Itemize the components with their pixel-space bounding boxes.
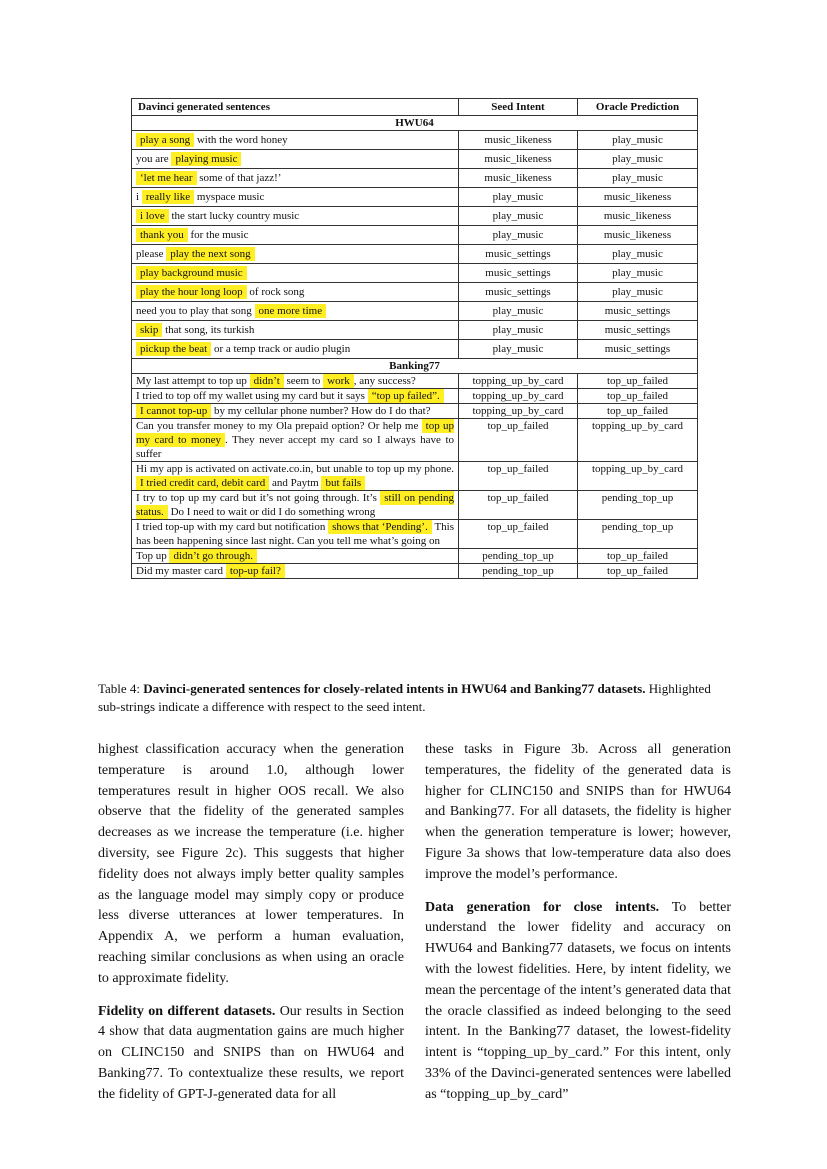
sentence-text: Top up: [136, 550, 170, 562]
table-row: [132, 245, 698, 264]
table-row: [132, 419, 698, 462]
seed-intent-cell: pending_top_up: [459, 549, 578, 564]
sentence-text: My last attempt to top up: [136, 375, 250, 387]
table-row: [132, 340, 698, 359]
oracle-prediction-cell: pending_top_up: [578, 491, 698, 520]
table-row: [132, 150, 698, 169]
highlighted-substring: i love: [136, 209, 169, 223]
oracle-prediction-cell: play_music: [578, 283, 698, 302]
sentence-text: i: [136, 191, 142, 203]
sentence-cell: [132, 226, 459, 245]
right-paragraph-1: these tasks in Figure 3b. Across all generation temperatures, the fidelity of the generated data is higher for CLINC150 and SNIPS than for HWU64 and Banking77. For all datasets, the fidelity is higher when the generation temperature is lower; however, Figure 3a shows that low-temperature data also does improve the model’s performance.: [425, 742, 731, 882]
table-row: [132, 549, 698, 564]
seed-intent-cell: music_settings: [459, 283, 578, 302]
right-paragraph-2-heading: Data generation for close intents.: [425, 899, 660, 915]
caption-rest: Highlighted sub-strings indicate a difference with respect to the seed intent.: [98, 681, 711, 714]
table-header-row: [132, 99, 698, 116]
highlighted-substring: top-up fail?: [226, 564, 285, 578]
seed-intent-cell: play_music: [459, 207, 578, 226]
sentence-cell: [132, 462, 459, 491]
seed-intent-cell: pending_top_up: [459, 564, 578, 579]
highlighted-substring: ‘let me hear: [136, 171, 197, 185]
highlighted-substring: thank you: [136, 228, 188, 242]
sentence-cell: [132, 419, 459, 462]
sentence-text: that song, its turkish: [162, 324, 255, 336]
sentence-cell: [132, 283, 459, 302]
sentence-text: of rock song: [246, 286, 305, 298]
sentence-cell: [132, 564, 459, 579]
oracle-prediction-cell: play_music: [578, 169, 698, 188]
oracle-prediction-cell: pending_top_up: [578, 520, 698, 549]
oracle-prediction-cell: top_up_failed: [578, 564, 698, 579]
sentence-text: or a temp track or audio plugin: [211, 343, 351, 355]
highlighted-substring: didn’t: [250, 374, 284, 388]
highlighted-substring: pickup the beat: [136, 342, 211, 356]
sentence-cell: [132, 302, 459, 321]
sentence-text: Hi my app is activated on activate.co.in, but unable to top up my phone.: [136, 463, 454, 475]
oracle-prediction-cell: play_music: [578, 150, 698, 169]
section-title: HWU64: [132, 116, 698, 131]
table-row: [132, 491, 698, 520]
section-row: [132, 116, 698, 131]
seed-intent-cell: music_likeness: [459, 150, 578, 169]
left-paragraph-2: [98, 1002, 404, 1106]
highlighted-substring: still on pending status.: [136, 492, 454, 518]
seed-intent-cell: play_music: [459, 340, 578, 359]
table-row: [132, 462, 698, 491]
sentence-text: you are: [136, 153, 172, 165]
table-row: [132, 283, 698, 302]
seed-intent-cell: music_settings: [459, 264, 578, 283]
table-row: [132, 131, 698, 150]
oracle-prediction-cell: topping_up_by_card: [578, 462, 698, 491]
highlighted-substring: work: [323, 374, 354, 388]
sentence-cell: [132, 169, 459, 188]
sentence-cell: [132, 374, 459, 389]
table-row: [132, 321, 698, 340]
sentence-text: , any success?: [353, 375, 416, 387]
oracle-prediction-cell: play_music: [578, 264, 698, 283]
sentence-cell: [132, 188, 459, 207]
seed-intent-cell: top_up_failed: [459, 491, 578, 520]
oracle-prediction-cell: music_settings: [578, 340, 698, 359]
sentence-text: need you to play that song: [136, 305, 255, 317]
sentence-text: with the word honey: [194, 134, 288, 146]
sentence-cell: [132, 520, 459, 549]
table-row: [132, 188, 698, 207]
left-paragraph-2-body: Our results in Section 4 show that data augmentation gains are much higher on CLINC150 and SNIPS than on HWU64 and Banking77. To contextualize these results, we report the fidelity of GPT-J-generated data for all: [98, 1003, 404, 1102]
caption-label: Table 4:: [98, 681, 144, 696]
sentence-cell: [132, 340, 459, 359]
table-row: [132, 374, 698, 389]
col-header-oracle: Oracle Prediction: [578, 99, 698, 116]
sentence-text: Did my master card: [136, 565, 226, 577]
caption-bold: Davinci-generated sentences for closely-related intents in HWU64 and Banking77 datasets.: [143, 681, 646, 696]
sentence-text: by my cellular phone number? How do I do that?: [211, 405, 431, 417]
section-title: Banking77: [132, 359, 698, 374]
highlighted-substring: I tried credit card, debit card: [136, 476, 269, 490]
table-row: [132, 302, 698, 321]
sentence-cell: [132, 245, 459, 264]
highlighted-substring: “top up failed”.: [368, 389, 444, 403]
col-header-seed: Seed Intent: [459, 99, 578, 116]
seed-intent-cell: topping_up_by_card: [459, 374, 578, 389]
seed-intent-cell: topping_up_by_card: [459, 389, 578, 404]
table-row: [132, 404, 698, 419]
highlighted-substring: play the hour long loop: [136, 285, 247, 299]
highlighted-substring: playing music: [171, 152, 241, 166]
oracle-prediction-cell: music_settings: [578, 321, 698, 340]
oracle-prediction-cell: music_likeness: [578, 207, 698, 226]
seed-intent-cell: play_music: [459, 302, 578, 321]
left-paragraph-2-heading: Fidelity on different datasets.: [98, 1003, 276, 1019]
highlighted-substring: play background music: [136, 266, 247, 280]
highlighted-substring: play a song: [136, 133, 194, 147]
results-table: [131, 98, 698, 579]
sentence-text: I tried top-up with my card but notification: [136, 521, 329, 533]
table-caption: [98, 680, 730, 716]
table-row: [132, 226, 698, 245]
col-header-sentences: Davinci generated sentences: [132, 99, 459, 116]
highlighted-substring: play the next song: [166, 247, 254, 261]
seed-intent-cell: top_up_failed: [459, 462, 578, 491]
seed-intent-cell: music_likeness: [459, 131, 578, 150]
oracle-prediction-cell: music_likeness: [578, 188, 698, 207]
sentence-cell: [132, 264, 459, 283]
table-row: [132, 169, 698, 188]
highlighted-substring: really like: [142, 190, 194, 204]
table-row: [132, 520, 698, 549]
sentence-text: the start lucky country music: [168, 210, 300, 222]
sentence-text: myspace music: [194, 191, 265, 203]
oracle-prediction-cell: top_up_failed: [578, 549, 698, 564]
right-paragraph-2-body: To better understand the lower fidelity and accuracy on HWU64 and Banking77 datasets, we focus on intents with the lowest fidelities. Here, by intent fidelity, we mean the percentage of the intent’s generated data that the oracle classified as indeed belonging to the seed intent. In the Banking77 dataset, the lowest-fidelity intent is “topping_up_by_card.” For this intent, only 33% of the Davinci-generated sentences were labelled as “topping_up_by_card”: [425, 899, 731, 1102]
sentence-cell: [132, 207, 459, 226]
seed-intent-cell: play_music: [459, 226, 578, 245]
sentence-text: seem to: [283, 375, 324, 387]
oracle-prediction-cell: top_up_failed: [578, 404, 698, 419]
sentence-text: . They never accept my card so I always have to suffer: [136, 434, 454, 460]
oracle-prediction-cell: topping_up_by_card: [578, 419, 698, 462]
highlighted-substring: I cannot top-up: [136, 404, 211, 418]
sentence-cell: [132, 389, 459, 404]
sentence-cell: [132, 150, 459, 169]
sentence-cell: [132, 131, 459, 150]
seed-intent-cell: top_up_failed: [459, 520, 578, 549]
sentence-cell: [132, 549, 459, 564]
highlighted-substring: top up my card to money: [136, 420, 454, 446]
right-paragraph-2: [425, 898, 731, 1106]
sentence-text: please: [136, 248, 167, 260]
section-row: [132, 359, 698, 374]
sentence-text: and Paytm: [269, 477, 322, 489]
sentence-cell: [132, 321, 459, 340]
sentence-text: some of that jazz!’: [196, 172, 282, 184]
sentence-text: This has been happening since last night. Can you tell me what’s going on: [136, 521, 455, 547]
seed-intent-cell: music_settings: [459, 245, 578, 264]
table-body: [132, 116, 698, 579]
seed-intent-cell: top_up_failed: [459, 419, 578, 462]
table-row: [132, 264, 698, 283]
sentence-text: I try to top up my card but it’s not going through. It’s: [136, 492, 381, 504]
table-row: [132, 207, 698, 226]
oracle-prediction-cell: music_settings: [578, 302, 698, 321]
highlighted-substring: skip: [136, 323, 162, 337]
highlighted-substring: shows that ‘Pending’.: [328, 520, 432, 534]
seed-intent-cell: topping_up_by_card: [459, 404, 578, 419]
sentence-cell: [132, 491, 459, 520]
highlighted-substring: but fails: [321, 476, 365, 490]
left-column: [98, 740, 404, 1118]
oracle-prediction-cell: music_likeness: [578, 226, 698, 245]
table-row: [132, 389, 698, 404]
seed-intent-cell: play_music: [459, 188, 578, 207]
seed-intent-cell: play_music: [459, 321, 578, 340]
sentence-text: I tried to top off my wallet using my card but it says: [136, 390, 368, 402]
oracle-prediction-cell: play_music: [578, 131, 698, 150]
seed-intent-cell: music_likeness: [459, 169, 578, 188]
table-row: [132, 564, 698, 579]
highlighted-substring: one more time: [255, 304, 327, 318]
sentence-cell: [132, 404, 459, 419]
oracle-prediction-cell: top_up_failed: [578, 374, 698, 389]
oracle-prediction-cell: top_up_failed: [578, 389, 698, 404]
highlighted-substring: didn’t go through.: [169, 549, 257, 563]
oracle-prediction-cell: play_music: [578, 245, 698, 264]
sentence-text: Can you transfer money to my Ola prepaid option? Or help me: [136, 420, 422, 432]
left-paragraph-1: highest classification accuracy when the generation temperature is around 1.0, although lower temperatures result in higher OOS recall. We also observe that the fidelity of the generated samples decreases as we increase the temperature (i.e. higher diversity, see Figure 2c). This suggests that higher fidelity does not always imply better quality samples as the language model may simply copy or produce less diverse utterances at lower temperatures. In Appendix A, we perform a human evaluation, reaching similar conclusions as when using an oracle to approximate fidelity.: [98, 742, 404, 986]
sentence-text: Do I need to wait or did I do something wrong: [167, 506, 376, 518]
right-column: [425, 740, 731, 1118]
sentence-text: for the music: [187, 229, 249, 241]
